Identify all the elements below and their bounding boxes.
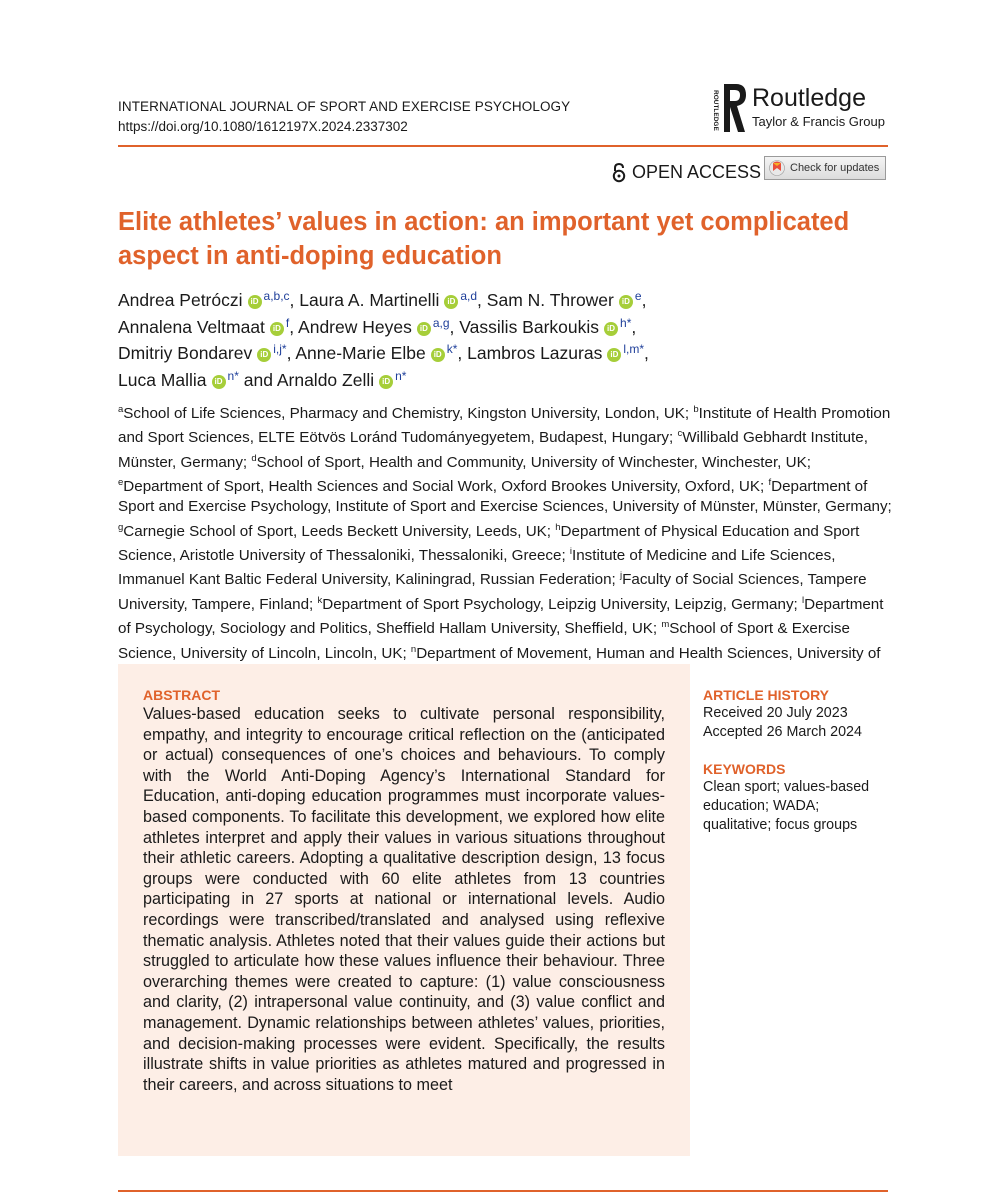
open-access-label: OPEN ACCESS <box>632 162 762 182</box>
affiliation-marker: f <box>768 477 772 489</box>
affiliation-text: School of Sport & Exercise Science, University of Lincoln, Lincoln, UK; <box>118 620 850 662</box>
author-separator: , <box>477 290 482 310</box>
title-line-1: Elite athletes’ values in action: an important yet complicated <box>118 208 850 236</box>
author-name[interactable]: Andrea Petróczi <box>118 290 243 310</box>
footer-divider <box>118 1190 888 1192</box>
article-history-heading: ARTICLE HISTORY <box>703 687 830 703</box>
affiliation-text: Faculty of Social Sciences, Tampere University, Tampere, Finland; <box>118 571 867 613</box>
open-lock-icon <box>612 163 626 183</box>
affiliation-marker: e <box>118 477 124 489</box>
affiliation-marker: j <box>619 570 623 582</box>
author-separator: , <box>457 343 463 363</box>
author-affiliation-ref[interactable]: h* <box>620 315 632 330</box>
accepted-date: Accepted 26 March 2024 <box>703 724 862 740</box>
affiliation-text: School of Life Sciences, Pharmacy and Chemistry, Kingston University, London, UK; <box>123 405 694 423</box>
affiliations <box>118 400 898 684</box>
header-divider <box>118 145 888 147</box>
author-affiliation-ref[interactable]: a,b,c <box>263 289 290 303</box>
author-name[interactable]: Annalena Veltmaat <box>118 316 265 337</box>
orcid-icon[interactable]: iD <box>257 348 271 362</box>
affiliation-text: Department of Movement, Human and Health Sciences, University of <box>416 644 881 662</box>
orcid-icon[interactable]: iD <box>444 295 458 309</box>
author-separator: , <box>449 316 455 337</box>
abstract-heading: ABSTRACT <box>143 687 220 703</box>
affiliation-text: Department of Sport and Exercise Psychology, Institute of Sport and Exercise Sciences, University of Münster, Münster, Germany; <box>118 478 892 516</box>
publisher-group: Taylor & Francis Group <box>752 114 885 129</box>
doi-link[interactable]: https://doi.org/10.1080/1612197X.2024.2337302 <box>118 119 408 134</box>
author-affiliation-ref[interactable]: i,j* <box>273 342 287 356</box>
affiliation-text: Department of Sport, Health Sciences and Social Work, Oxford Brookes University, Oxford, UK; <box>123 478 769 496</box>
orcid-icon[interactable]: iD <box>619 295 633 309</box>
check-updates-label: Check for updates <box>790 162 880 174</box>
author-separator: and <box>238 369 273 390</box>
affiliation-text: School of Sport, Health and Community, University of Winchester, Winchester, UK; <box>256 453 811 471</box>
author-name[interactable]: Arnaldo Zelli <box>276 369 375 390</box>
author-name[interactable]: Vassilis Barkoukis <box>459 316 600 337</box>
affiliation-marker: k <box>317 594 323 606</box>
author-name[interactable]: Anne-Marie Elbe <box>295 343 426 363</box>
author-list <box>118 285 898 391</box>
article-title <box>118 205 908 273</box>
check-updates-icon <box>769 160 785 176</box>
orcid-icon[interactable]: iD <box>431 348 445 362</box>
orcid-icon[interactable]: iD <box>248 295 262 309</box>
affiliation-text: Department of Physical Education and Sport Science, Aristotle University of Thessaloniki, Thessaloniki, Greece; <box>118 522 860 565</box>
orcid-icon[interactable]: iD <box>417 322 431 336</box>
author-name[interactable]: Luca Mallia <box>118 369 207 390</box>
orcid-icon[interactable]: iD <box>607 348 621 362</box>
affiliation-marker: b <box>693 404 699 415</box>
orcid-icon[interactable]: iD <box>212 375 226 389</box>
journal-name: INTERNATIONAL JOURNAL OF SPORT AND EXERCISE PSYCHOLOGY <box>118 99 571 114</box>
keywords-heading: KEYWORDS <box>703 761 786 777</box>
author-name[interactable]: Andrew Heyes <box>298 316 412 337</box>
author-name[interactable]: Dmitriy Bondarev <box>118 343 253 363</box>
affiliation-marker: l <box>801 594 805 606</box>
open-access-badge[interactable] <box>612 162 761 183</box>
publisher-name: Routledge <box>752 84 866 112</box>
author-separator: , <box>289 316 295 337</box>
author-affiliation-ref[interactable]: k* <box>446 342 458 356</box>
author-affiliation-ref[interactable]: f <box>285 315 290 330</box>
orcid-icon[interactable]: iD <box>379 375 393 389</box>
affiliation-marker: a <box>118 404 124 415</box>
author-separator: , <box>641 290 647 310</box>
check-for-updates-button[interactable] <box>764 156 886 180</box>
affiliation-marker: n <box>410 643 417 655</box>
affiliation-text: Carnegie School of Sport, Leeds Beckett University, Leeds, UK; <box>123 522 556 540</box>
title-line-2: aspect in anti-doping education <box>118 242 502 270</box>
keywords-line: qualitative; focus groups <box>703 817 858 833</box>
author-affiliation-ref[interactable]: l,m* <box>623 342 645 356</box>
affiliation-marker: c <box>677 428 683 440</box>
author-name[interactable]: Sam N. Thrower <box>486 290 614 310</box>
keywords-line: Clean sport; values-based <box>703 779 870 795</box>
orcid-icon[interactable]: iD <box>270 322 284 336</box>
publisher-vertical-text: ROUTLEDGE <box>712 90 719 131</box>
author-separator: , <box>286 343 292 363</box>
author-affiliation-ref[interactable]: a,g <box>432 315 450 330</box>
routledge-logo-icon <box>708 82 748 134</box>
author-affiliation-ref[interactable]: n* <box>227 368 239 383</box>
affiliation-text: Department of Psychology, Sociology and Politics, Sheffield Hallam University, Sheffield, UK; <box>118 595 884 638</box>
affiliation-text: Institute of Health Promotion and Sport Sciences, ELTE Eötvös Loránd Tudományegyetem, Budapest, Hungary; <box>118 405 891 447</box>
author-affiliation-ref[interactable]: n* <box>395 368 407 383</box>
author-name[interactable]: Lambros Lazuras <box>467 343 603 363</box>
author-separator: , <box>289 290 295 310</box>
abstract-text: Values-based education seeks to cultivate personal responsibility, empathy, and integrity to encourage critical reflection on the (anticipated or actual) consequences of one’s choices and behaviours. To comply with the World Anti-Doping Agency’s International Standard for Education, anti-doping education programmes must incorporate values-based components. To facilitate this development, we explored how elite athletes interpret and apply their values in various situations throughout their athletic careers. Adopting a qualitative description design, 13 focus groups were conducted with 60 elite athletes from 13 countries participating in 27 sports at national or international levels. Audio recordings were transcribed/translated and analysed using reflexive thematic analysis. Athletes noted that their values guide their actions but struggled to articulate how these values influence their behaviour. Three overarching themes were created to capture: (1) value consciousness and clarity, (2) intrapersonal value continuity, and (3) value conflict and management. Dynamic relationships between athletes’ values, priorities, and decision-making processes were evident. Specifically, the results illustrate shifts in value priorities as athletes matured and progressed in their careers, and across situations to meet <box>143 705 665 1094</box>
affiliation-text: Willibald Gebhardt Institute, Münster, Germany; <box>118 429 868 471</box>
affiliation-text: Department of Sport Psychology, Leipzig University, Leipzig, Germany; <box>322 595 802 613</box>
affiliation-text: Institute of Medicine and Life Sciences, Immanuel Kant Baltic Federal University, Kaliningrad, Russian Federation; <box>118 547 836 589</box>
affiliation-marker: g <box>118 521 124 533</box>
affiliation-marker: m <box>661 619 670 631</box>
affiliation-marker: h <box>555 521 561 533</box>
keywords-line: education; WADA; <box>703 798 820 814</box>
received-date: Received 20 July 2023 <box>703 705 848 721</box>
author-separator: , <box>631 316 637 337</box>
author-separator: , <box>644 343 649 363</box>
author-affiliation-ref[interactable]: e <box>634 289 642 303</box>
affiliation-marker: d <box>251 452 257 464</box>
affiliation-marker: i <box>569 546 573 558</box>
orcid-icon[interactable]: iD <box>604 322 618 336</box>
author-name[interactable]: Laura A. Martinelli <box>299 290 440 310</box>
author-affiliation-ref[interactable]: a,d <box>460 289 478 303</box>
